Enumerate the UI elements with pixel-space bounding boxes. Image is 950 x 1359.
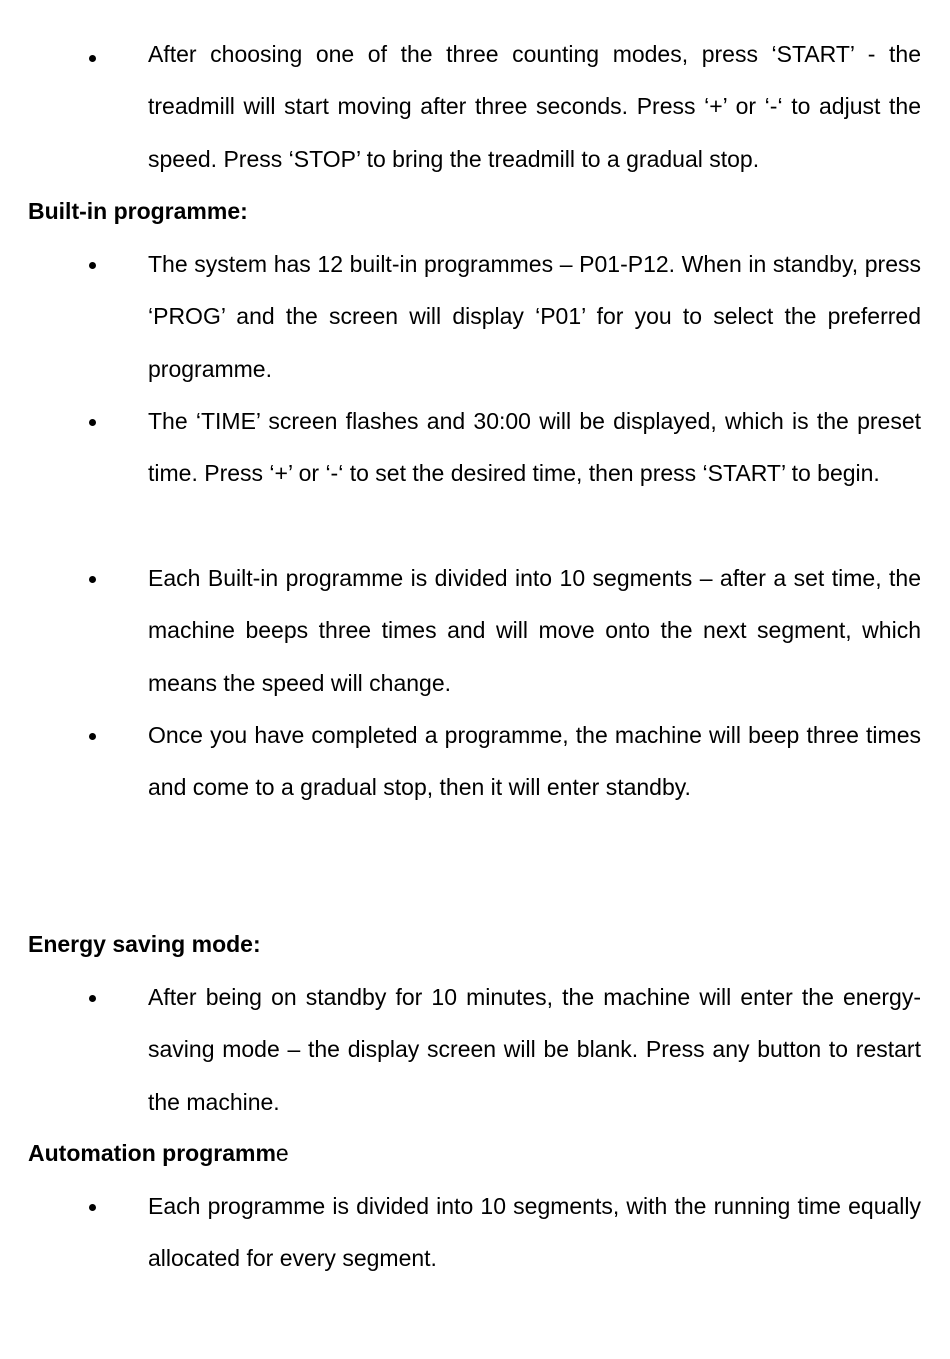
bullet-text: Once you have completed a programme, the machine will beep three times and come to a gradual stop, then it will enter standby. bbox=[148, 722, 921, 801]
section-heading-automation-programme: Automation programme bbox=[28, 1140, 289, 1166]
bullet-text: After being on standby for 10 minutes, the machine will enter the energy-saving mode – the display screen will be blank. Press any button to restart the machine. bbox=[148, 984, 921, 1115]
bullet-icon bbox=[89, 55, 96, 62]
bullet-text: The ‘TIME’ screen flashes and 30:00 will be displayed, which is the preset time. Press ‘+’ or ‘-‘ to set the desired time, then press ‘START’ to begin. bbox=[148, 408, 921, 487]
section-heading-built-in-programme: Built-in programme: bbox=[28, 198, 248, 224]
bullet-icon bbox=[89, 419, 96, 426]
section-heading-energy-saving-mode: Energy saving mode: bbox=[28, 931, 261, 957]
bullet-icon bbox=[89, 576, 96, 583]
bullet-text: The system has 12 built-in programmes – P01-P12. When in standby, press ‘PROG’ and the screen will display ‘P01’ for you to select the preferred programme. bbox=[148, 251, 921, 382]
bullet-icon bbox=[89, 995, 96, 1002]
bullet-text: Each programme is divided into 10 segments, with the running time equally allocated for every segment. bbox=[148, 1193, 921, 1272]
bullet-icon bbox=[89, 1204, 96, 1211]
bullet-icon bbox=[89, 733, 96, 740]
bullet-text: After choosing one of the three counting modes, press ‘START’ - the treadmill will start moving after three seconds. Press ‘+’ or ‘-‘ to adjust the speed. Press ‘STOP’ to bring the treadmill to a gradual stop. bbox=[148, 41, 921, 172]
bullet-text: Each Built-in programme is divided into 10 segments – after a set time, the machine beeps three times and will move onto the next segment, which means the speed will change. bbox=[148, 565, 921, 696]
bullet-icon bbox=[89, 262, 96, 269]
